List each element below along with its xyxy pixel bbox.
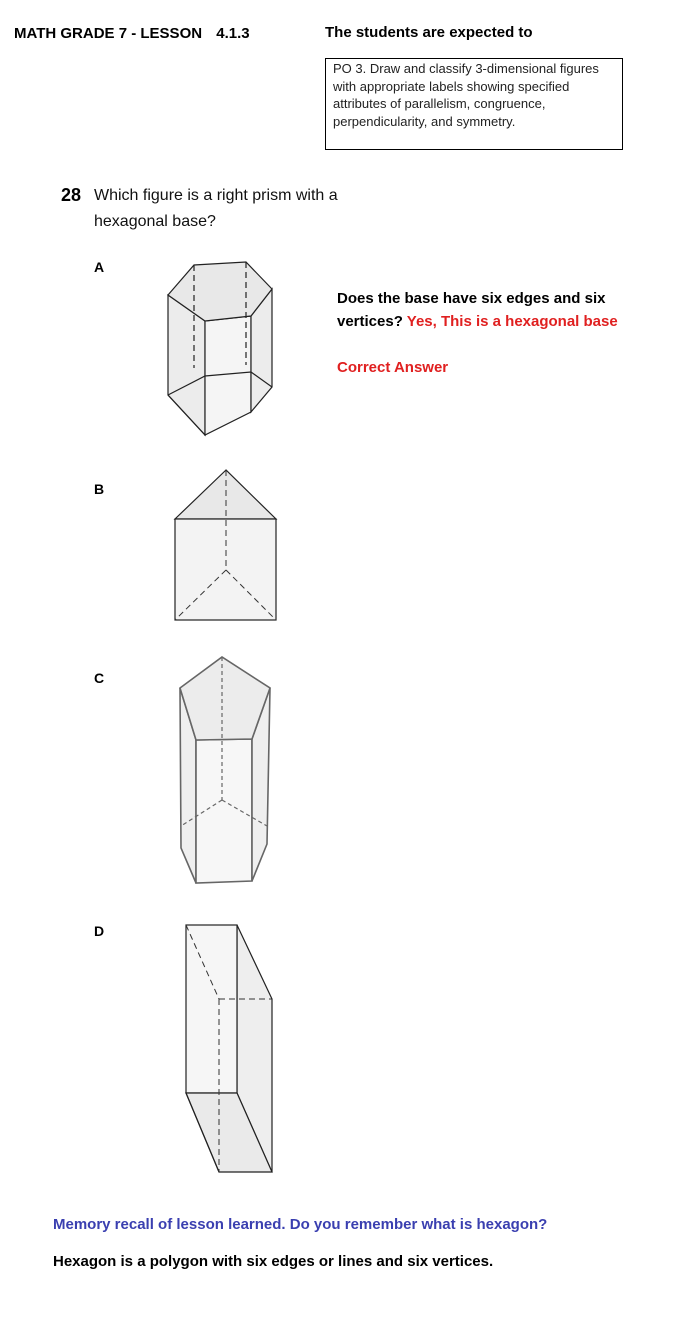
question-number: 28 [61, 185, 82, 205]
lesson-number: 4.1.3 [216, 25, 250, 42]
option-label-a[interactable]: A [94, 259, 105, 275]
option-label-d[interactable]: D [94, 923, 105, 939]
correct-answer-label: Correct Answer [337, 359, 449, 376]
feedback-question: Does the base have six edges and six vertices? [337, 290, 606, 330]
hexagon-definition: Hexagon is a polygon with six edges or lines and six vertices. [53, 1253, 494, 1270]
expectation-heading: The students are expected to [325, 24, 533, 41]
option-label-c[interactable]: C [94, 670, 105, 686]
standard-box: PO 3. Draw and classify 3-dimensional figures with appropriate labels showing specified attributes of parallelism, congruence, perpendicularity, and symmetry. [325, 58, 623, 150]
question-text: Which figure is a right prism with a hexagonal base? [94, 187, 338, 230]
option-label-b[interactable]: B [94, 481, 105, 497]
course-label: MATH GRADE 7 - LESSON [14, 25, 203, 42]
feedback-answer: Yes, This is a hexagonal base [406, 313, 618, 330]
lesson-title [14, 25, 250, 42]
recall-prompt: Memory recall of lesson learned. Do you remember what is hexagon? [53, 1216, 548, 1233]
feedback-text [337, 287, 657, 333]
